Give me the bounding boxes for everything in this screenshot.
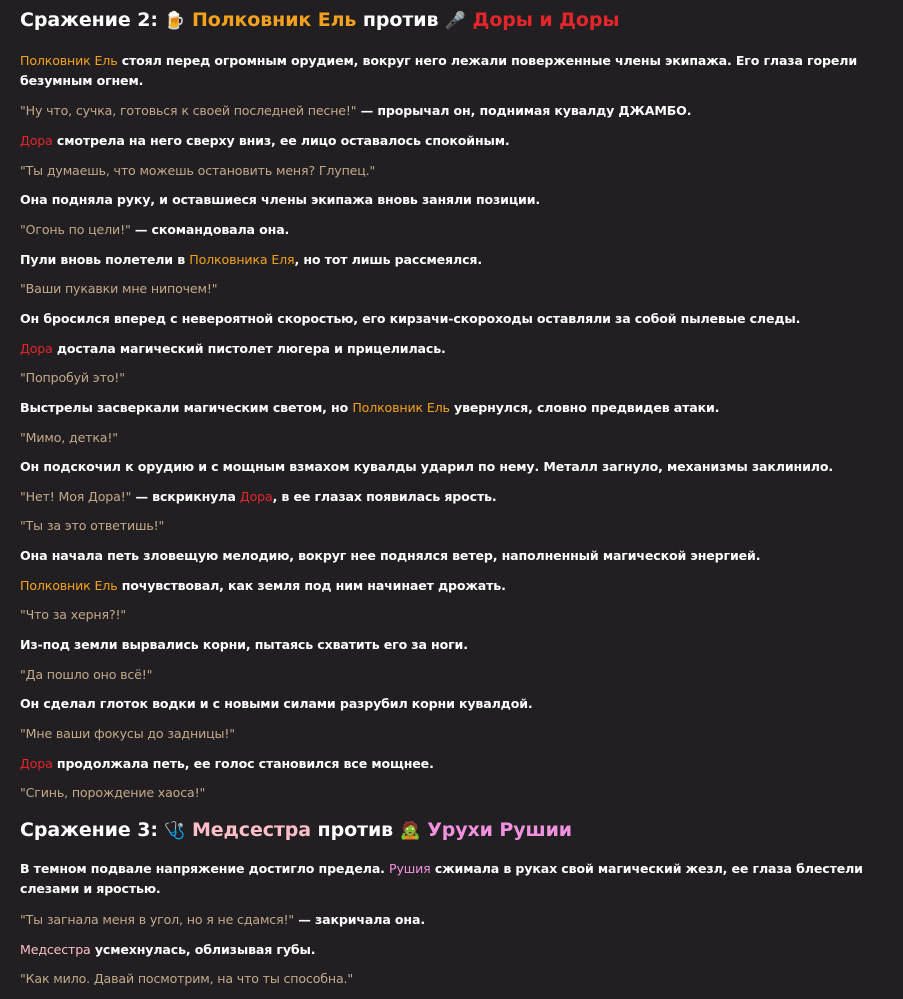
narration-text: достала магический пистолет люгера и прицелилась.	[52, 341, 446, 356]
story-line	[20, 859, 882, 899]
stethoscope-icon: 🩺	[164, 821, 186, 841]
story-line	[20, 635, 882, 655]
fighter-dora-name: Доры и Доры	[472, 9, 620, 31]
story-line	[20, 694, 882, 714]
story-line	[20, 190, 882, 210]
battle-3-heading	[20, 817, 572, 844]
story-line	[20, 161, 882, 181]
narration-text: увернулся, словно предвидев атаки.	[449, 400, 720, 415]
narration-text: усмехнулась, облизывая губы.	[90, 942, 316, 957]
narration-text: стоял перед огромным орудием, вокруг него лежали поверженные члены экипажа. Его глаза горели безумным огнем.	[20, 53, 857, 88]
narration-text: Выстрелы засверкали магическим светом, но	[20, 400, 353, 415]
story-line	[20, 754, 882, 774]
narration-text: — прорычал он, поднимая кувалду ДЖАМБО.	[356, 103, 692, 118]
story-line	[20, 368, 882, 388]
story-line	[20, 101, 882, 121]
story-line	[20, 398, 882, 418]
story-line	[20, 457, 882, 477]
battle-2-label: Сражение 2:	[20, 9, 158, 31]
character-nurse: Медсестра	[20, 942, 91, 957]
story-line	[20, 783, 882, 803]
story-line	[20, 546, 882, 566]
character-colonel: Полковника Еля	[189, 252, 295, 267]
narration-text: Он бросился вперед с невероятной скоростью, его кирзачи-скороходы оставляли за собой пылевые следы.	[20, 311, 801, 326]
battle-3-label: Сражение 3:	[20, 819, 158, 841]
narration-text: сжимала в руках свой магический жезл, ее глаза блестели слезами и яростью.	[20, 861, 863, 896]
story-line	[20, 605, 882, 625]
story-line	[20, 487, 882, 507]
narration-text: Он подскочил к орудию и с мощным взмахом кувалды ударил по нему. Металл загнуло, механизмы заклинило.	[20, 459, 833, 474]
story-line	[20, 665, 882, 685]
narration-text: В темном подвале напряжение достигло предела.	[20, 861, 390, 876]
story-line	[20, 724, 882, 744]
dialogue-quote: "Попробуй это!"	[20, 370, 125, 385]
dialogue-quote: "Ты загнала меня в угол, но я не сдамся!"	[20, 912, 295, 927]
dialogue-quote: "Как мило. Давай посмотрим, на что ты способна."	[20, 971, 354, 986]
story-line	[20, 220, 882, 240]
beer-icon: 🍺	[164, 11, 186, 31]
character-dora: Дора	[20, 756, 53, 771]
dialogue-quote: "Ты за это ответишь!"	[20, 518, 165, 533]
story-line	[20, 910, 882, 930]
dialogue-quote: "Мне ваши фокусы до задницы!"	[20, 726, 235, 741]
character-colonel: Полковник Ель	[352, 400, 450, 415]
narration-text: Она начала петь зловещую мелодию, вокруг нее поднялся ветер, наполненный магической энергией.	[20, 548, 761, 563]
character-colonel: Полковник Ель	[20, 53, 118, 68]
dialogue-quote: "Мимо, детка!"	[20, 430, 118, 445]
dialogue-quote: "Нет! Моя Дора!"	[20, 489, 132, 504]
dialogue-quote: "Что за херня?!"	[20, 607, 127, 622]
fighter-colonel-name: Полковник Ель	[191, 9, 357, 31]
dialogue-quote: "Ну что, сучка, готовься к своей последней песне!"	[20, 103, 357, 118]
narration-text: Из-под земли вырвались корни, пытаясь схватить его за ноги.	[20, 637, 468, 652]
story-line	[20, 339, 882, 359]
dialogue-quote: "Сгинь, порождение хаоса!"	[20, 785, 206, 800]
versus-label: против	[362, 9, 439, 31]
narration-text: — вскрикнула	[131, 489, 240, 504]
narration-text: , но тот лишь рассмеялся.	[294, 252, 482, 267]
story-line	[20, 279, 882, 299]
character-dora: Дора	[20, 341, 53, 356]
story-line	[20, 969, 882, 989]
character-colonel: Полковник Ель	[20, 578, 118, 593]
story-line	[20, 516, 882, 536]
story-line	[20, 428, 882, 448]
fighter-rushiya-name: Урухи Рушии	[427, 819, 573, 841]
narration-text: Пули вновь полетели в	[20, 252, 190, 267]
dialogue-quote: "Ваши пукавки мне нипочем!"	[20, 281, 218, 296]
narration-text: смотрела на него сверху вниз, ее лицо оставалось спокойным.	[52, 133, 510, 148]
character-dora: Дора	[239, 489, 273, 504]
fighter-nurse-name: Медсестра	[191, 819, 312, 841]
narration-text: , в ее глазах появилась ярость.	[272, 489, 497, 504]
narration-text: продолжала петь, ее голос становился все мощнее.	[52, 756, 434, 771]
versus-label: против	[317, 819, 394, 841]
zombie-icon: 🧟	[399, 821, 421, 841]
dialogue-quote: "Огонь по цели!"	[20, 222, 131, 237]
story-line	[20, 250, 882, 270]
narration-text: — закричала она.	[294, 912, 425, 927]
story-line	[20, 576, 882, 596]
dialogue-quote: "Да пошло оно всё!"	[20, 667, 153, 682]
story-line	[20, 51, 882, 91]
narration-text: — скомандовала она.	[130, 222, 290, 237]
character-dora: Дора	[20, 133, 53, 148]
character-rushiya: Рушия	[389, 861, 431, 876]
narration-text: Она подняла руку, и оставшиеся члены экипажа вновь заняли позиции.	[20, 192, 541, 207]
story-line	[20, 940, 882, 960]
narration-text: почувствовал, как земля под ним начинает дрожать.	[117, 578, 506, 593]
battle-2-heading	[20, 7, 619, 34]
microphone-icon: 🎤	[444, 11, 466, 31]
narration-text: Он сделал глоток водки и с новыми силами разрубил корни кувалдой.	[20, 696, 533, 711]
dialogue-quote: "Ты думаешь, что можешь остановить меня? Глупец."	[20, 163, 376, 178]
story-line	[20, 309, 882, 329]
story-line	[20, 131, 882, 151]
